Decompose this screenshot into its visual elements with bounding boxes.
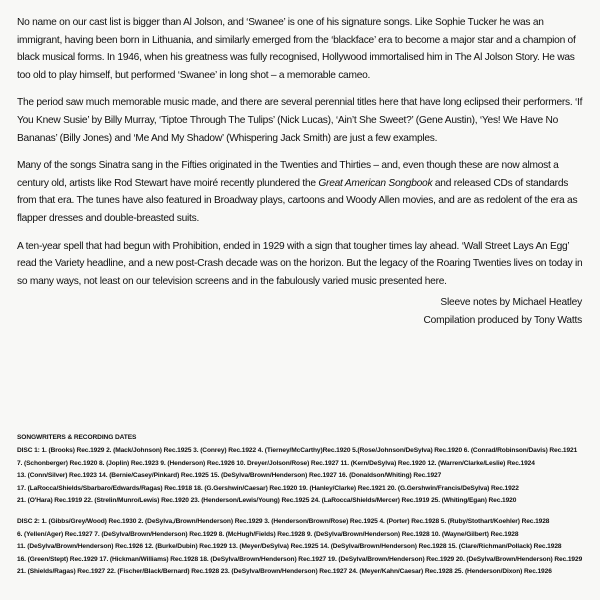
notes-paragraph-4: A ten-year spell that had begun with Prohibition, ended in 1929 with a sign that tougher times lay ahead. ‘Wall Street Lays An Egg’ read the Variety headline, and a new post-Crash decade was on the horizon. But the legacy of the Roaring Twenties lives on today in so many ways, not least on our television screens and in the fabulously varied music presented here. xyxy=(17,240,583,287)
notes-paragraph-3 xyxy=(17,157,587,227)
sleeve-notes-credit: Sleeve notes by Michael Heatley xyxy=(440,297,582,308)
disc-2-line: 16. (Green/Stept) Rec.1929 17. (Hickman/Williams) Rec.1928 18. (DeSylva/Brown/Henderson) Rec.1927 19. (DeSylva/Brown/Henderson) Rec.1929 20. (DeSylva/Brown/Henderson) Rec.1929 xyxy=(17,555,583,563)
disc-2-line: 11. (DeSylva/Brown/Henderson) Rec.1926 12. (Burke/Dubin) Rec.1929 13. (Meyer/DeSylva) Rec.1925 14. (DeSylva/Brown/Henderson) Rec.1928 15. (Clare/Richman/Pollack) Rec.1928 xyxy=(17,543,562,551)
disc-1-credits xyxy=(17,445,592,507)
notes-paragraph-1: No name on our cast list is bigger than Al Jolson, and ‘Swanee’ is one of his signature songs. Like Sophie Tucker he was an immigrant, having been born in Lithuania, and similarly emerged from the ‘blackface’ era to become a major star and a champion of black musical forms. In 1946, when his greatness was fully recognised, Hollywood immortalised him in The Al Jolson Story. He was too old to play himself, but performed ‘Swanee’ in long shot – a memorable cameo. xyxy=(17,17,576,81)
songwriters-heading: SONGWRITERS & RECORDING DATES xyxy=(17,434,137,441)
disc-2-line: DISC 2: 1. (Gibbs/Grey/Wood) Rec.1930 2. (DeSylva,/Brown/Henderson) Rec.1929 3. (Henderson/Brown/Rose) Rec.1925 4. (Porter) Rec.1928 5. (Ruby/Stothart/Koehler) Rec.1928 xyxy=(17,518,550,526)
notes-paragraph-3-text-a: Many of the songs Sinatra sang in the Fifties originated in the Twenties and Thirties – and, even though these are now almost a century old, artists like Rod Stewart have moiré recently plundered the xyxy=(17,160,559,189)
notes-paragraph-2: The period saw much memorable music made, and there are several perennial titles here that have long eclipsed their performers. ‘If You Knew Susie’ by Billy Murray, ‘Tiptoe Through The Tulips’ (Nick Lucas), ‘Ain’t She Sweet?’ (Gene Austin), ‘Yes! We Have No Bananas’ (Billy Jones) and ‘Me And My Shadow’ (Whispering Jack Smith) are just a few examples. xyxy=(17,97,583,144)
disc-2-credits xyxy=(17,516,592,578)
disc-1-line: 13. (Conn/Silver) Rec.1923 14. (Bernie/Casey/Pinkard) Rec.1925 15. (DeSylva/Brown/Henderson) Rec.1927 16. (Donaldson/Whiting) Rec.1927 xyxy=(17,472,442,480)
compilation-credit: Compilation produced by Tony Watts xyxy=(423,315,582,326)
songwriters-section xyxy=(17,432,592,587)
disc-2-line: 21. (Shields/Ragas) Rec.1927 22. (Fischer/Black/Bernard) Rec.1928 23. (DeSylva/Brown/Henderson) Rec.1927 24. (Meyer/Kahn/Caesar) Rec.1928 25. (Henderson/Dixon) Rec.1926 xyxy=(17,568,552,576)
disc-1-line: DISC 1: 1. (Brooks) Rec.1929 2. (Mack/Johnson) Rec.1925 3. (Conrey) Rec.1922 4. (Tierney/McCarthy)Rec.1920 5.(Rose/Johnson/DeSylva) Rec.1920 6. (Conrad/Robinson/Davis) Rec.1921 xyxy=(17,447,578,455)
credits xyxy=(423,294,582,330)
disc-1-line: 7. (Schonberger) Rec.1920 8. (Joplin) Rec.1923 9. (Henderson) Rec.1926 10. Dreyer/Jolson/Rose) Rec.1927 11. (Kern/DeSylva) Rec.1920 12. (Warren/Clarke/Leslie) Rec.1924 xyxy=(17,459,535,467)
disc-2-line: 6. (Yellen/Ager) Rec.1927 7. (DeSylva/Brown/Henderson) Rec.1929 8. (McHugh/Fields) Rec.1928 9. (DeSylva/Brown/Henderson) Rec.1928 10. (Wayne/Gilbert) Rec.1928 xyxy=(17,530,519,538)
sleeve-notes-body xyxy=(17,14,587,300)
notes-paragraph-3-text-b: and released CDs of standards from that era. The tunes have also featured in Broadway plays, cartoons and Woody Allen movies, and are as redolent of the era as flapper dresses and double-breasted suits. xyxy=(17,177,578,224)
disc-1-line: 17. (LaRocca/Shields/Sbarbaro/Edwards/Ragas) Rec.1918 18. (G.Gershwin/Caesar) Rec.1920 19. (Hanley/Clarke) Rec.1921 20. (G.Gershwin/Francis/DeSylva) Rec.1922 xyxy=(17,484,519,492)
disc-1-line: 21. (O'Hara) Rec.1919 22. (Strelin/Munro/Lewis) Rec.1920 23. (Henderson/Lewis/Young) Rec.1925 24. (LaRocca/Shields/Mercer) Rec.1919 25. (Whiting/Egan) Rec.1920 xyxy=(17,497,517,505)
great-american-songbook-title: Great American Songbook xyxy=(318,177,433,189)
